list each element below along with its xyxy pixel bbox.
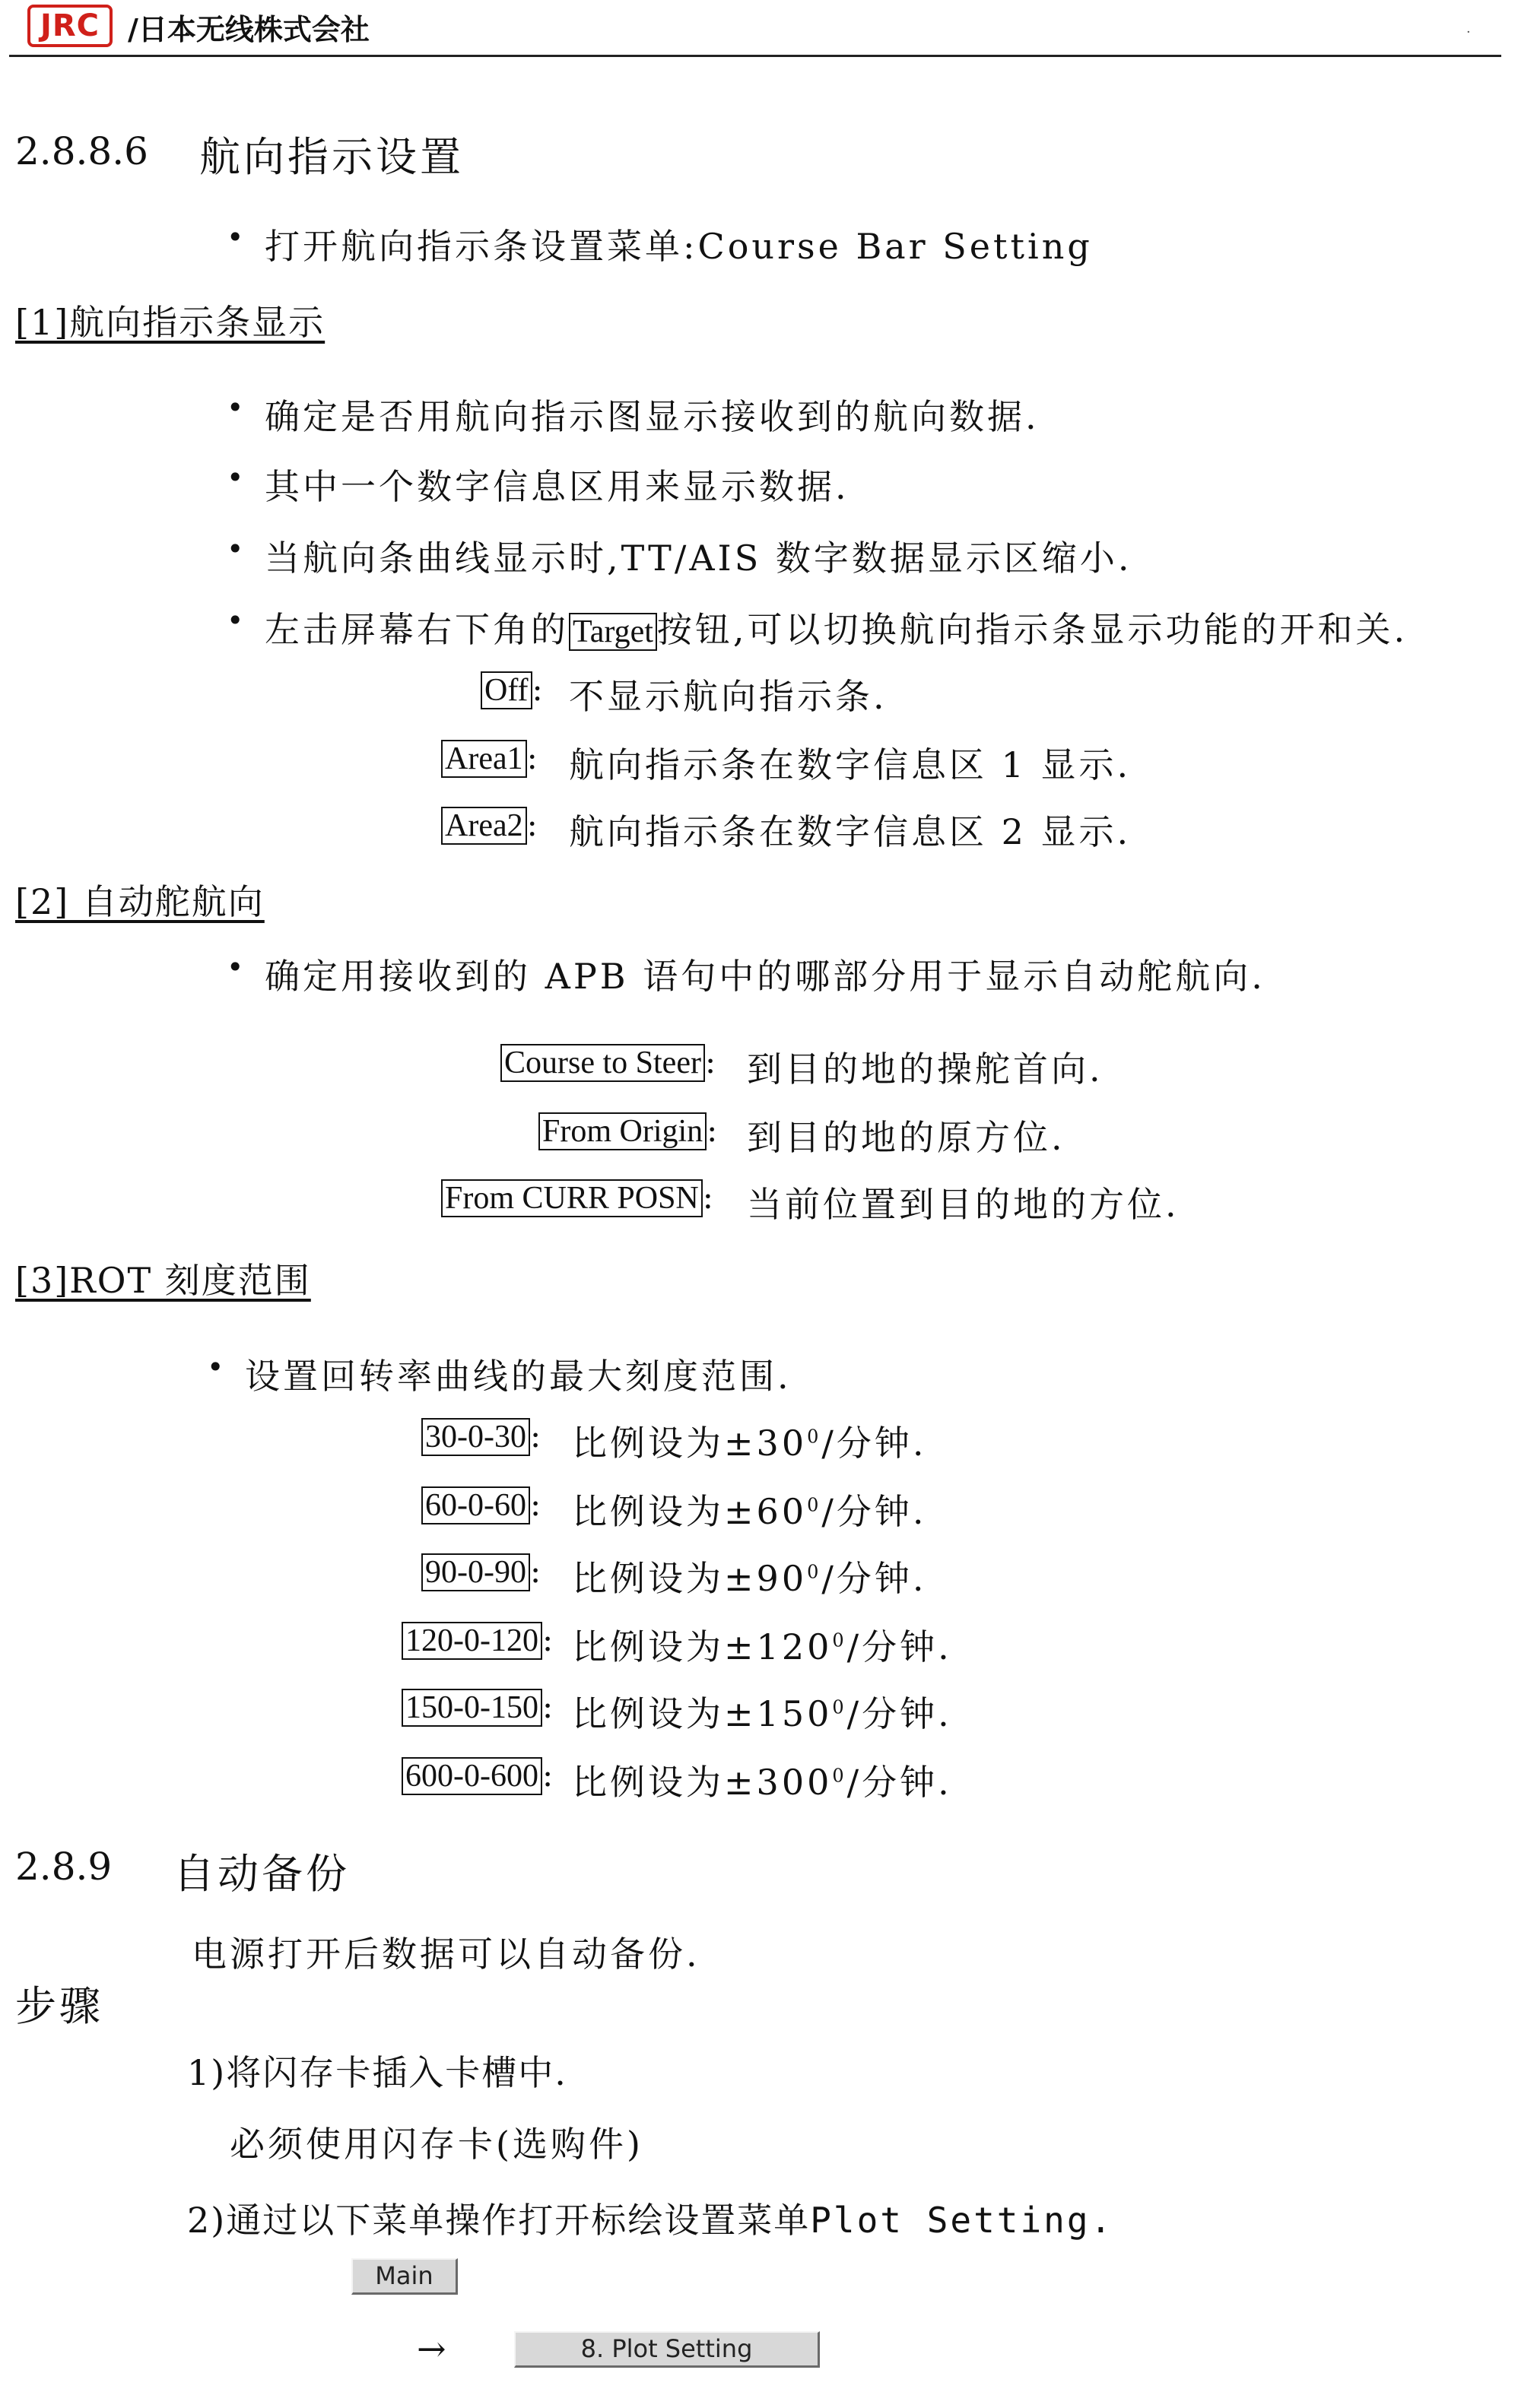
option-label: 90-0-90 xyxy=(421,1553,530,1591)
list-item: • 其中一个数字信息区用来显示数据. xyxy=(265,459,850,509)
option-desc: 当前位置到目的地的方位. xyxy=(747,1184,1180,1225)
arrow-icon: → xyxy=(417,2328,446,2369)
option-desc: 到目的地的原方位. xyxy=(747,1117,1065,1158)
steps-heading: 步骤 xyxy=(15,1982,103,2030)
section-number: 2.8.8.6 xyxy=(15,129,148,173)
option-desc: 比例设为$\pm 60^0/$分钟. xyxy=(572,1491,927,1532)
step-2-text: 2)通过以下菜单操作打开标绘设置菜单 xyxy=(187,2200,811,2241)
option-label: 60-0-60 xyxy=(421,1486,530,1524)
section-title: 航向指示设置 xyxy=(199,133,464,181)
plot-setting-button[interactable]: 8. Plot Setting xyxy=(514,2331,820,2368)
open-menu-bullet: • 打开航向指示条设置菜单:Course Bar Setting xyxy=(265,219,1093,269)
option-label: Area1 xyxy=(441,740,527,778)
option-desc: 比例设为$\pm 300^0/$分钟. xyxy=(572,1762,952,1803)
option-label: 120-0-120 xyxy=(402,1622,542,1660)
option-area1: Area1 : xyxy=(441,739,538,777)
section-number: 2.8.9 xyxy=(15,1845,113,1889)
step-2 xyxy=(187,2193,1113,2243)
option-off: Off : xyxy=(481,671,543,709)
main-menu-button[interactable]: Main xyxy=(351,2258,458,2295)
target-instruction-post: 按钮,可以切换航向指示条显示功能的开和关. xyxy=(656,609,1408,650)
rot-option-150: 150-0-150 : xyxy=(402,1688,553,1726)
subheading-rot-scale: [3]ROT 刻度范围 xyxy=(15,1260,311,1301)
option-desc: 到目的地的操舵首向. xyxy=(747,1049,1104,1090)
option-label: From CURR POSN xyxy=(441,1179,703,1217)
rot-option-120: 120-0-120 : xyxy=(402,1621,553,1659)
option-from-origin: From Origin : xyxy=(538,1112,717,1150)
target-instruction-pre: 左击屏幕右下角的 xyxy=(265,609,569,650)
option-area2: Area2 : xyxy=(441,806,538,844)
option-label: 30-0-30 xyxy=(421,1418,530,1456)
option-course-to-steer: Course to Steer : xyxy=(500,1043,716,1081)
option-label: Area2 xyxy=(441,807,527,845)
option-label: 150-0-150 xyxy=(402,1689,542,1727)
backup-intro: 电源打开后数据可以自动备份. xyxy=(192,1934,700,1975)
step-1-note: 必须使用闪存卡(选购件) xyxy=(230,2124,643,2165)
option-desc: 比例设为$\pm 90^0/$分钟. xyxy=(572,1558,927,1599)
option-desc: 不显示航向指示条. xyxy=(569,676,888,717)
list-item: • 设置回转率曲线的最大刻度范围. xyxy=(245,1349,792,1399)
list-item: • 确定用接收到的 APB 语句中的哪部分用于显示自动舵航向. xyxy=(265,949,1266,999)
header-divider xyxy=(9,55,1501,57)
rot-option-90: 90-0-90 : xyxy=(421,1553,541,1591)
option-desc: 比例设为$\pm 150^0/$分钟. xyxy=(572,1693,952,1734)
step-2-menu-name: Plot Setting. xyxy=(810,2200,1114,2241)
subheading-autopilot-course: [2] 自动舵航向 xyxy=(15,881,265,922)
section-title: 自动备份 xyxy=(173,1850,350,1898)
option-desc: 比例设为$\pm 30^0/$分钟. xyxy=(572,1423,927,1464)
option-desc: 航向指示条在数字信息区 1 显示. xyxy=(569,744,1132,785)
list-item xyxy=(265,602,1408,652)
option-desc: 航向指示条在数字信息区 2 显示. xyxy=(569,811,1132,852)
option-label: From Origin xyxy=(538,1112,707,1150)
list-item: • 当航向条曲线显示时,TT/AIS 数字数据显示区缩小. xyxy=(265,531,1132,581)
rot-option-600: 600-0-600 : xyxy=(402,1756,553,1794)
rot-option-60: 60-0-60 : xyxy=(421,1486,541,1524)
option-desc: 比例设为$\pm 120^0/$分钟. xyxy=(572,1626,952,1667)
option-label: Off xyxy=(481,671,532,709)
subheading-course-bar-display: [1]航向指示条显示 xyxy=(15,302,326,343)
option-label: 600-0-600 xyxy=(402,1757,542,1795)
company-name: /日本无线株式会社 xyxy=(128,13,370,46)
option-label: Course to Steer xyxy=(500,1044,705,1082)
rot-option-30: 30-0-30 : xyxy=(421,1417,541,1455)
corner-mark: · xyxy=(1466,24,1471,40)
target-button-label: Target xyxy=(569,613,657,651)
jrc-logo: JRC xyxy=(27,5,113,47)
list-item: • 确定是否用航向指示图显示接收到的航向数据. xyxy=(265,389,1040,439)
step-1: 1)将闪存卡插入卡槽中. xyxy=(187,2052,567,2093)
option-from-curr-posn: From CURR POSN : xyxy=(441,1179,713,1217)
